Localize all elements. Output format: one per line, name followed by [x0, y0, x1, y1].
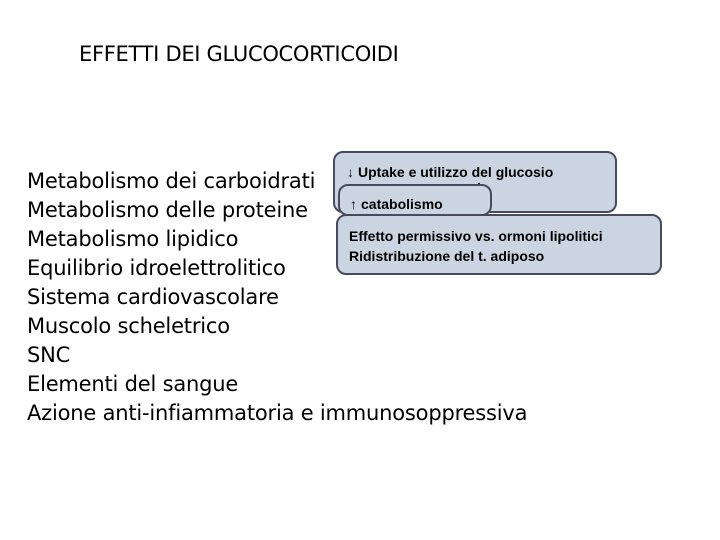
down-arrow-icon: ↓: [347, 164, 354, 180]
topic-item-antinfiammatoria: Azione anti-infiammatoria e immunosoppressiva: [27, 401, 528, 425]
up-arrow-icon: ↑: [350, 196, 357, 212]
callout-proteine: [338, 184, 492, 216]
topic-item-carboidrati: Metabolismo dei carboidrati: [27, 169, 316, 193]
topic-item-idroelettrolitico: Equilibrio idroelettrolitico: [27, 256, 286, 280]
topic-item-cardiovascolare: Sistema cardiovascolare: [27, 285, 279, 309]
callout-lipidi: [336, 214, 662, 275]
topic-item-snc: SNC: [27, 343, 71, 367]
slide-title: EFFETTI DEI GLUCOCORTICOIDI: [79, 42, 399, 66]
callout-carboidrati-text: Uptake e utilizzo del glucosio: [358, 164, 554, 180]
callout-proteine-text: catabolismo: [361, 196, 443, 212]
topic-item-sangue: Elementi del sangue: [27, 372, 239, 396]
topic-item-muscolo: Muscolo scheletrico: [27, 314, 230, 338]
topic-item-lipidico: Metabolismo lipidico: [27, 227, 239, 251]
callout-carboidrati-line1: [347, 162, 615, 182]
topic-item-proteine: Metabolismo delle proteine: [27, 198, 308, 222]
callout-lipidi-line2: Ridistribuzione del t. adiposo: [349, 248, 545, 264]
callout-lipidi-line1: Effetto permissivo vs. ormoni lipolitici: [349, 228, 603, 244]
